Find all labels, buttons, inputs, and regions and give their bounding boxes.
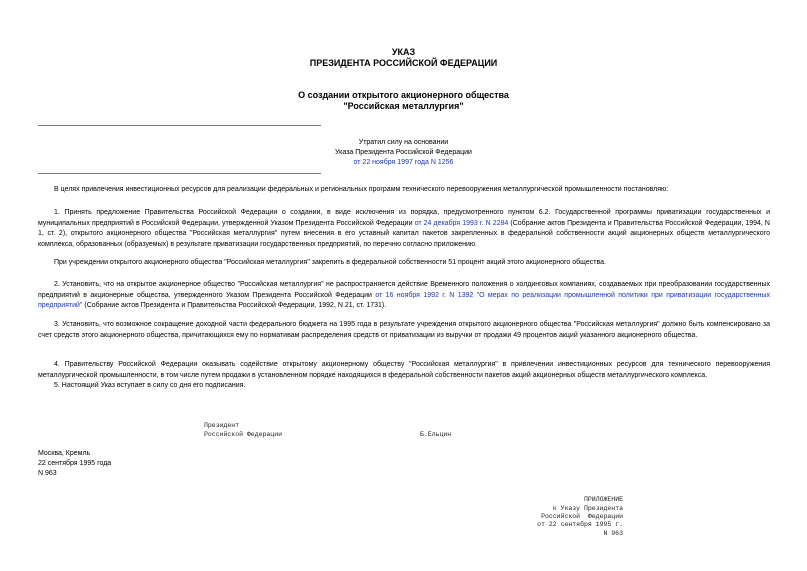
appendix-title: ПРИЛОЖЕНИЕ bbox=[583, 496, 623, 503]
status-line3 bbox=[0, 158, 807, 168]
status-line2: Указа Президента Российской Федерации bbox=[335, 149, 472, 156]
appendix-line5: N 963 bbox=[603, 530, 623, 537]
appendix-line4: от 22 сентября 1995 г. bbox=[537, 521, 623, 528]
paragraph-3: 3. Установить, что возможное сокращение доходной части федерального бюджета на 1995 года в результате учреждения открытого акционерного общества "Российская металлургия" должно быть компенсировано за счет средств этого акционерного общества, причитающихся ему по нормативам распределения средств от приватизации из выручки от продажи 49 процентов акций указанного акционерного общества. bbox=[38, 321, 770, 339]
appendix-line3: Российской Федерации bbox=[541, 513, 623, 520]
signature-role-line2: Российской Федерации bbox=[204, 431, 283, 438]
signing-date: 22 сентября 1995 года bbox=[38, 460, 112, 467]
intro-paragraph: В целях привлечения инвестиционных ресурсов для реализации федеральных и региональных программ технического перевооружения металлургической промышленности постановляю: bbox=[54, 186, 669, 193]
decree-number: N 963 bbox=[38, 470, 57, 477]
decree-1392-link[interactable]: от 16 ноября 1992 г. N 1392 "О мерах по реализации промышленной политики при приватизации государственных предприятий" bbox=[38, 291, 770, 309]
appendix-line2: к Указу Президента bbox=[552, 505, 623, 512]
signing-place: Москва, Кремль bbox=[38, 450, 91, 457]
signature-role-line1: Президент bbox=[204, 422, 240, 429]
signature-name: Б.Ельцин bbox=[420, 431, 452, 438]
paragraph-1-2: При учреждении открытого акционерного общества "Российская металлургия" закрепить в федеральной собственности 51 процент акций этого акционерного общества. bbox=[54, 259, 606, 266]
decree-2284-link[interactable]: от 24 декабря 1993 г. N 2284 bbox=[414, 219, 509, 227]
decree-type: УКАЗ bbox=[391, 47, 416, 57]
decree-issuer: ПРЕЗИДЕНТА РОССИЙСКОЙ ФЕДЕРАЦИИ bbox=[309, 58, 498, 68]
divider-top bbox=[38, 125, 321, 126]
status-line1: Утратил силу на основании bbox=[358, 139, 449, 146]
decree-subject-line2: "Российская металлургия" bbox=[343, 101, 464, 111]
paragraph-4: 4. Правительству Российской Федерации оказывать содействие открытому акционерному обществу "Российская металлургия" в привлечении инвестиционных ресурсов для технического перевооружения металлургической промышленности, в том числе путем продажи в установленном порядке находящихся в федеральной собственности пакетов акций акционерных обществ металлургического комплекса. bbox=[38, 361, 770, 379]
divider-bottom bbox=[38, 173, 321, 174]
repeal-decree-link[interactable]: от 22 ноября 1997 года N 1256 bbox=[353, 159, 454, 166]
decree-subject-line1: О создании открытого акционерного общества bbox=[298, 90, 509, 100]
paragraph-5: 5. Настоящий Указ вступает в силу со дня его подписания. bbox=[54, 382, 246, 389]
paragraph-2: 2. Установить, что на открытое акционерное общество "Российская металлургия" не распространяется действие Временного положения о холдинговых компаниях, создаваемых при преобразовании государственных предприятий в акционерные общества, утвержденного Указом Президента Российской Федерации от 16 ноября 1992 г. N 1392 "О мерах по реализации промышленной политики при приватизации государственных предприятий" (Собрание актов Президента и Правительства Российской Федерации, 1992, N 21, ст. 1731). bbox=[38, 281, 770, 309]
paragraph-1: 1. Принять предложение Правительства Российской Федерации о создании, в виде исключения из порядка, предусмотренного пунктом 6.2. Государственной программы приватизации государственных и муниципальных предприятий в Российской Федерации, утвержденной Указом Президента Российской Федерации от 24 декабря 1993 г. N 2284 (Собрание актов Президента и Правительства Российской Федерации, 1994, N 1, ст. 2), открытого акционерного общества "Российская металлургия" путем внесения в его уставный капитал пакетов закрепленных в федеральной собственности акций акционерных обществ металлургического комплекса, образованных (образуемых) в результате приватизации государственных предприятий, по перечню согласно приложению. bbox=[38, 209, 770, 248]
